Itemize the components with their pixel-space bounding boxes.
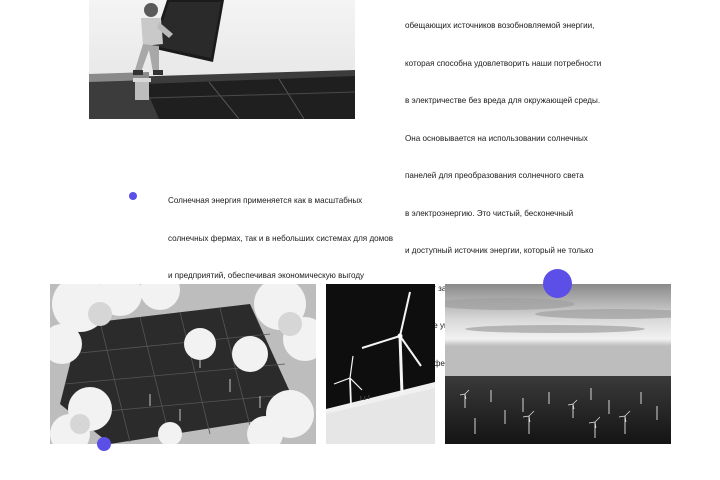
- secondary-line: Солнечная энергия применяется как в масштабных: [168, 196, 363, 205]
- intro-line: обещающих источников возобновляемой энергии,: [405, 21, 595, 30]
- secondary-line: и предприятий, обеспечивая экономическую выгоду: [168, 271, 365, 280]
- offshore-wind-farm-photo: [445, 284, 671, 444]
- intro-line: которая способна удовлетворить наши потребности: [405, 58, 602, 68]
- intro-line: в электричестве без вреда для окружающей среды.: [405, 96, 601, 105]
- wind-turbines-snow-photo: [326, 284, 435, 444]
- secondary-line: солнечных фермах, так и в небольших системах для домов: [168, 233, 394, 243]
- accent-dot-large: [543, 269, 572, 298]
- intro-line: Она основывается на использовании солнечных: [405, 133, 588, 143]
- accent-dot-medium: [97, 437, 111, 451]
- accent-dot-small: [129, 192, 137, 200]
- intro-line: панелей для преобразования солнечного света: [405, 171, 584, 180]
- aerial-solar-field-clouds-photo: [50, 284, 316, 444]
- intro-line: и доступный источник энергии, который не только: [405, 246, 594, 255]
- worker-installing-solar-panel-photo: [89, 0, 355, 119]
- intro-line: в электроэнергию. Это чистый, бесконечный: [405, 208, 574, 218]
